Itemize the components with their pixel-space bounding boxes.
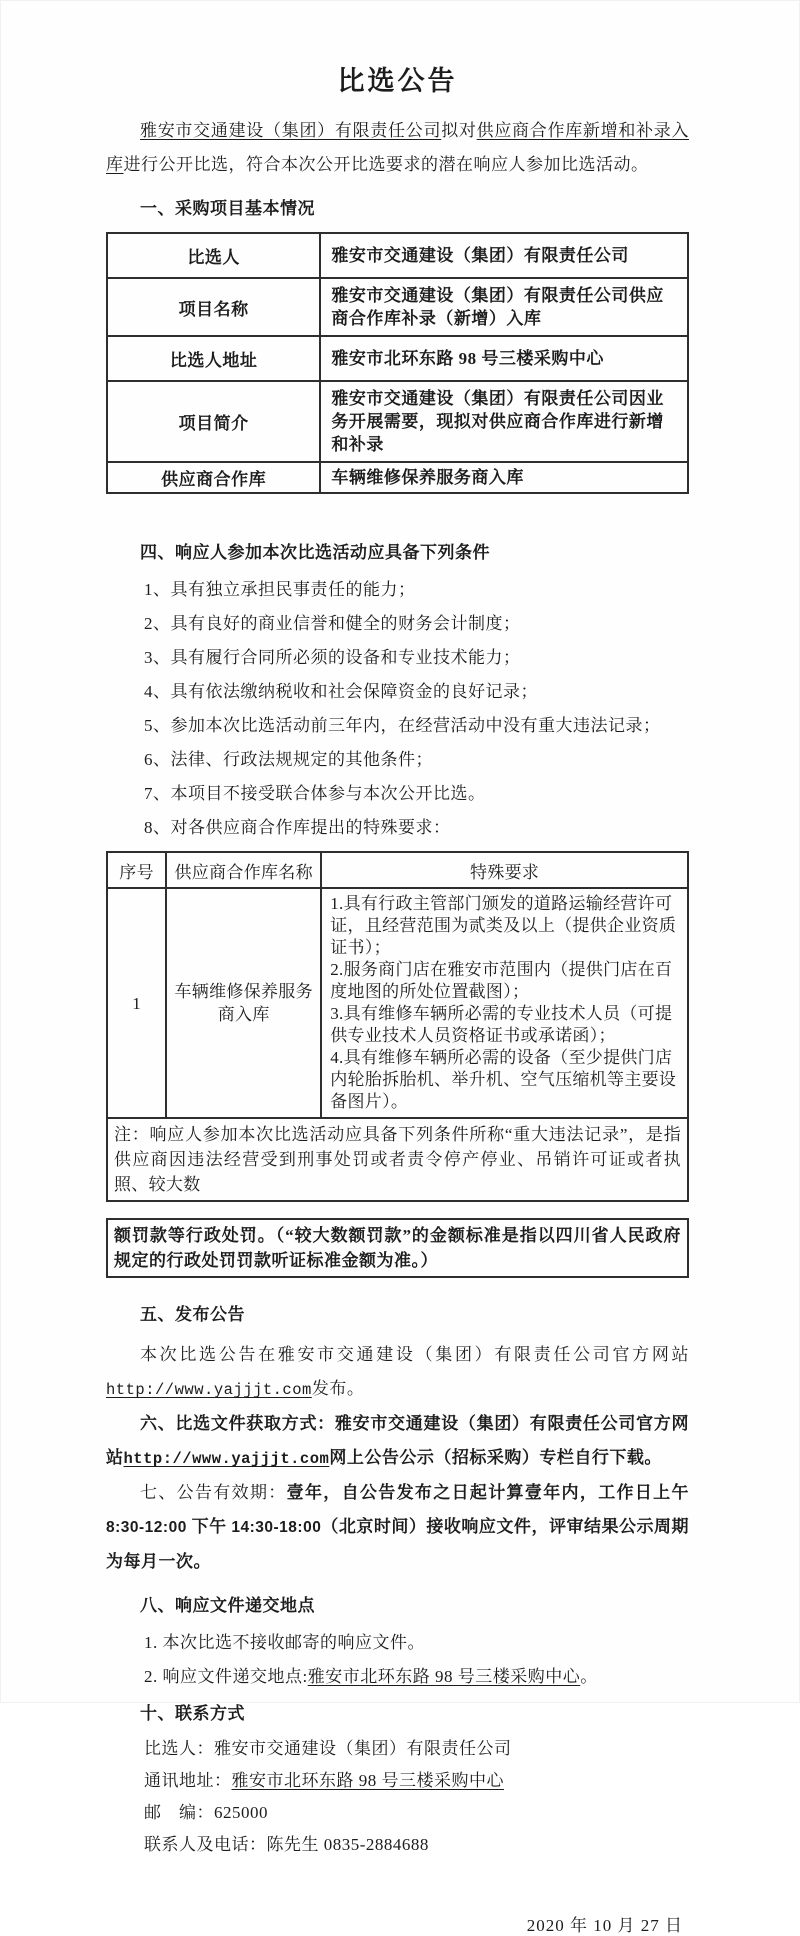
afternoon-label: 下午 [186,1517,232,1536]
requirement-line: 4.具有维修车辆所必需的设备（至少提供门店内轮胎拆胎机、举升机、空气压缩机等主要设备图片）。 [330,1048,677,1111]
section7-heading: 七、公告有效期： [140,1483,287,1502]
condition-item: 5、参加本次比选活动前三年内，在经营活动中没有重大违法记录； [144,716,661,735]
row-value: 雅安市交通建设（集团）有限责任公司供应商合作库补录（新增）入库 [320,278,688,336]
condition-item: 2、具有良好的商业信誉和健全的财务会计制度； [144,614,521,633]
validity-text-end: （北京时间）接收响应文件，评审结果公示周期为每月一次。 [106,1517,690,1571]
special-requirements-table [106,851,689,1202]
header-name: 供应商合作库名称 [166,852,321,888]
row-value: 雅安市交通建设（集团）有限责任公司 [320,233,688,278]
page-title: 比选公告 [337,66,458,96]
requirement-line: 3.具有维修车辆所必需的专业技术人员（可提供专业技术人员资格证书或承诺函）； [330,1004,673,1045]
note-text-part1: 注：响应人参加本次比选活动应具备下列条件所称“重大违法记录”，是指供应商因违法经营受到刑事处罚或者责令停产停业、吊销许可证或者执照、较大数 [107,1118,688,1201]
note-row [107,1118,688,1201]
table-row [107,336,688,381]
section5-heading: 五、发布公告 [140,1305,245,1324]
row-value: 车辆维修保养服务商入库 [320,462,688,493]
section6-paragraph [106,1407,689,1476]
afternoon-hours: 14:30-18:00 [231,1519,322,1536]
condition-item: 6、法律、行政法规规定的其他条件； [144,750,433,769]
condition-item: 7、本项目不接受联合体参与本次公开比选。 [144,784,486,803]
cell-no: 1 [107,888,166,1118]
delivery-item-end: 。 [580,1667,598,1686]
publish-date: 2020 年 10 月 27 日 [526,1916,683,1935]
requirement-line: 2.服务商门店在雅安市范围内（提供门店在百度地图的所处位置截图）； [330,960,673,1001]
row-label: 供应商合作库 [107,462,320,493]
morning-hours: 8:30-12:00 [106,1519,187,1536]
section10-heading: 十、联系方式 [140,1704,245,1723]
table-row [107,381,688,462]
intro-paragraph [106,114,689,182]
contact-address-label: 通讯地址： [144,1771,232,1790]
row-value: 雅安市交通建设（集团）有限责任公司因业务开展需要，现拟对供应商合作库进行新增和补录 [320,381,688,462]
delivery-item: 1. 本次比选不接收邮寄的响应文件。 [144,1633,425,1652]
cell-name: 车辆维修保养服务商入库 [166,888,321,1118]
note-text-part2: 额罚款等行政处罚。（“较大数额罚款”的金额标准是指以四川省人民政府规定的行政处罚罚款听证标准金额为准。） [106,1218,689,1278]
header-no: 序号 [107,852,166,888]
section5-paragraph [106,1338,689,1407]
row-label: 项目名称 [107,278,320,336]
contact-person-phone: 联系人及电话：陈先生 0835-2884688 [144,1835,429,1854]
row-value: 雅安市北环东路 98 号三楼采购中心 [320,336,688,381]
contact-address-underlined: 雅安市北环东路 98 号三楼采购中心 [231,1771,504,1790]
table-row [107,233,688,278]
section6-text: 雅安市交通建设（集团）有限责任公司官方网站 [106,1414,690,1467]
section4-heading: 四、响应人参加本次比选活动应具备下列条件 [140,543,490,562]
table-header-row [107,852,688,888]
intro-text-1: 拟对 [441,121,477,140]
contact-address [106,1771,689,1791]
condition-item: 4、具有依法缴纳税收和社会保障资金的良好记录； [144,682,538,701]
table-row [107,462,688,493]
row-label: 项目简介 [107,381,320,462]
table-row [107,278,688,336]
row-label: 比选人地址 [107,336,320,381]
requirement-line: 1.具有行政主管部门颁发的道路运输经营许可证，且经营范围为贰类及以上（提供企业资质证书）； [330,894,677,957]
validity-text: 壹年，自公告发布之日起计算壹年内，工作日上午 [286,1483,690,1502]
section7-paragraph [106,1476,689,1579]
condition-item: 8、对各供应商合作库提出的特殊要求： [144,818,451,837]
table-row [107,888,688,1118]
section8-heading: 八、响应文件递交地点 [140,1596,315,1615]
section5-text: 本次比选公告在雅安市交通建设（集团）有限责任公司官方网站 [140,1345,689,1364]
header-requirements: 特殊要求 [321,852,688,888]
condition-item: 1、具有独立承担民事责任的能力； [144,580,416,599]
delivery-item [106,1666,689,1687]
project-scope-underlined: 供应商合作库新增和补录入库 [106,121,690,174]
section5-text-end: 发布。 [311,1379,365,1398]
contact-zipcode: 邮 编：625000 [144,1803,268,1822]
cell-requirements [321,888,688,1118]
contact-buyer: 比选人：雅安市交通建设（集团）有限责任公司 [144,1739,512,1758]
section1-heading: 一、采购项目基本情况 [140,199,315,218]
intro-text-2: 进行公开比选，符合本次公开比选要求的潜在响应人参加比选活动。 [123,155,649,174]
delivery-address-underlined: 雅安市北环东路 98 号三楼采购中心 [307,1667,581,1686]
condition-item: 3、具有履行合同所必须的设备和专业技术能力； [144,648,521,667]
section6-heading: 六、比选文件获取方式： [140,1414,335,1433]
website-link[interactable]: http://www.yajjjt.com [106,1381,312,1399]
website-link[interactable]: http://www.yajjjt.com [123,1450,330,1468]
delivery-item-text: 2. 响应文件递交地点: [144,1667,308,1686]
row-label: 比选人 [107,233,320,278]
buyer-name-underlined: 雅安市交通建设（集团）有限责任公司 [140,121,442,140]
basic-info-table [106,232,689,494]
section6-text-end: 网上公告公示（招标采购）专栏自行下载。 [329,1448,662,1467]
